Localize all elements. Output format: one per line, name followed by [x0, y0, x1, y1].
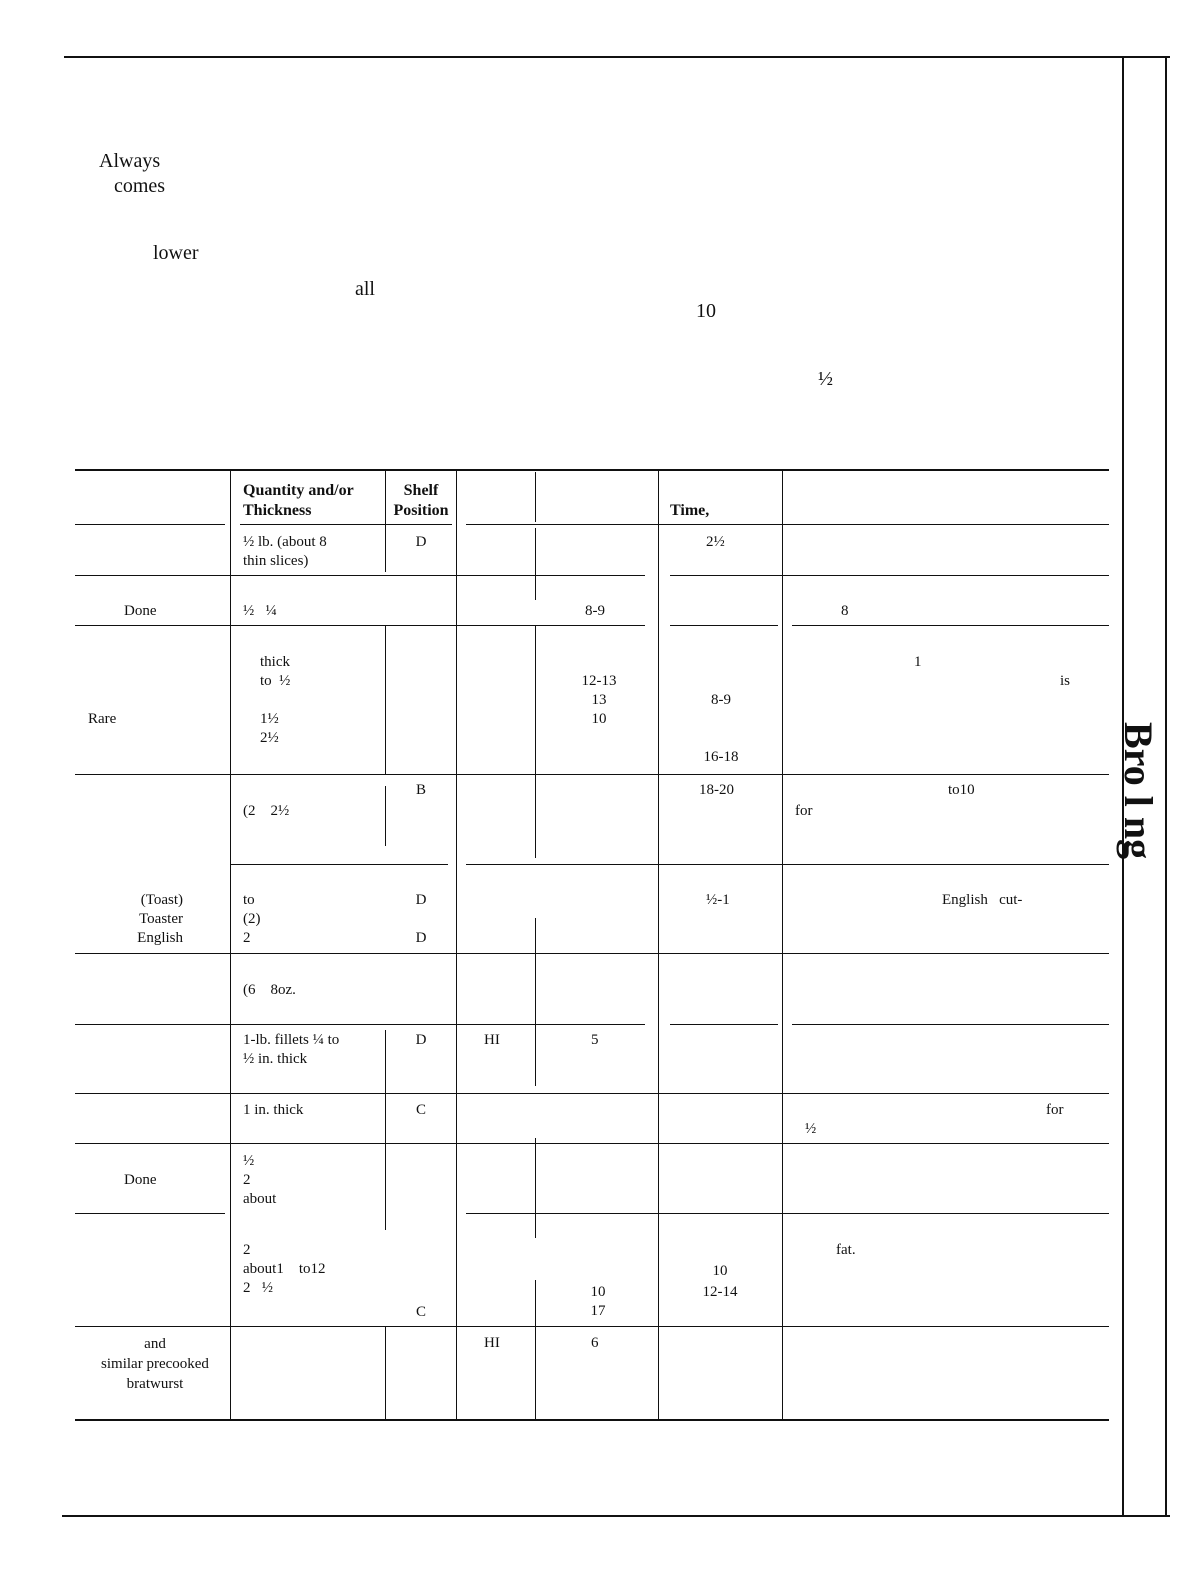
row9-qty: ½ 2 about	[243, 1153, 277, 1207]
row4-comments-b: for	[795, 803, 813, 819]
section-title: Bro l ng	[1116, 722, 1161, 860]
row11-food: and similar precooked bratwurst	[101, 1336, 209, 1392]
row3-comments-a: 1	[914, 654, 922, 670]
col-rule	[230, 469, 231, 1420]
row5-second: ½-1	[706, 892, 730, 908]
row-rule	[792, 1024, 1109, 1025]
row8-comments-a: for	[1046, 1102, 1064, 1118]
col-rule	[385, 786, 386, 846]
header-time: Time,	[670, 502, 710, 519]
col-rule	[535, 472, 536, 522]
row10-first: 10 17	[590, 1284, 606, 1319]
col-rule	[535, 528, 536, 600]
row4-shelf: B	[415, 782, 426, 798]
row7-heat: HI	[484, 1032, 500, 1048]
col-rule	[535, 1280, 536, 1420]
row-rule	[75, 1024, 645, 1025]
row3-second: 8-9 16-18	[703, 692, 739, 765]
row3-food: Rare	[88, 711, 117, 727]
intro-fraction: ½	[818, 368, 833, 390]
header-quantity: Quantity and/or Thickness	[243, 482, 354, 519]
intro-word-comes: comes	[114, 175, 166, 197]
row1-shelf: D	[415, 534, 427, 550]
row8-shelf: C	[415, 1102, 426, 1118]
row1-qty: ½ lb. (about 8 thin slices)	[243, 534, 327, 569]
row3-qty: thick to ½ 1½ 2½	[260, 654, 291, 746]
row4-comments-a: to10	[948, 782, 975, 798]
row-rule	[230, 864, 448, 865]
row2-comments: 8	[841, 603, 849, 619]
row5-qty: to (2) 2	[243, 892, 261, 946]
row1-second: 2½	[706, 534, 725, 550]
row8-qty: 1 in. thick	[243, 1102, 304, 1118]
row3-comments-b: is	[1060, 673, 1071, 689]
row7-qty: 1-lb. fillets ¼ to ½ in. thick	[243, 1032, 340, 1067]
row5-shelf: D D	[415, 892, 427, 946]
col-rule	[658, 469, 659, 1420]
row-rule	[792, 625, 1109, 626]
row5-comments: English cut-	[942, 892, 1023, 908]
col-rule	[535, 918, 536, 1086]
row-rule	[670, 1024, 778, 1025]
row10-shelf: C	[415, 1304, 426, 1320]
row8-comments-b: ½	[805, 1121, 817, 1137]
row10-comments: fat.	[836, 1242, 856, 1258]
col-rule	[385, 469, 386, 572]
row-rule	[75, 524, 225, 525]
col-rule	[385, 1030, 386, 1230]
bottom-rule	[62, 1515, 1170, 1517]
side-tab-right-rule	[1165, 56, 1167, 1517]
col-rule	[535, 1138, 536, 1238]
row7-first: 5	[591, 1032, 599, 1048]
row7-shelf: D	[415, 1032, 427, 1048]
top-rule	[64, 56, 1170, 58]
row3-first: 12-13 13 10	[581, 673, 617, 727]
intro-number-10: 10	[696, 300, 716, 322]
row-rule	[670, 575, 1109, 576]
row4-qty: (2 2½	[243, 803, 290, 819]
col-rule	[456, 469, 457, 1420]
row11-first: 6	[591, 1335, 599, 1351]
row-rule	[240, 524, 452, 525]
col-rule	[782, 469, 783, 1420]
row6-qty: (6 8oz.	[243, 982, 296, 998]
row10-second: 10 12-14	[702, 1263, 738, 1300]
col-rule	[385, 626, 386, 774]
col-rule	[385, 1326, 386, 1420]
row-rule	[466, 864, 1109, 865]
intro-word-lower: lower	[153, 242, 199, 264]
row9-food: Done	[124, 1172, 157, 1188]
col-rule	[535, 626, 536, 858]
row2-food: Done	[124, 603, 157, 619]
row-rule	[75, 625, 645, 626]
row5-food: (Toast) Toaster English	[137, 892, 183, 946]
intro-word-all: all	[355, 278, 375, 300]
row2-first: 8-9	[585, 603, 605, 619]
row-rule	[670, 625, 778, 626]
row-rule	[466, 1213, 1109, 1214]
row10-qty: 2 about1 to12 2 ½	[243, 1242, 326, 1296]
intro-word-always: Always	[99, 150, 161, 172]
row-rule	[466, 524, 1109, 525]
row4-second: 18-20	[699, 782, 734, 798]
row2-qty: ½ ¼	[243, 603, 277, 619]
row-rule	[75, 1213, 225, 1214]
row11-heat: HI	[484, 1335, 500, 1351]
row-rule	[75, 575, 645, 576]
header-shelf: Shelf Position	[393, 482, 449, 519]
